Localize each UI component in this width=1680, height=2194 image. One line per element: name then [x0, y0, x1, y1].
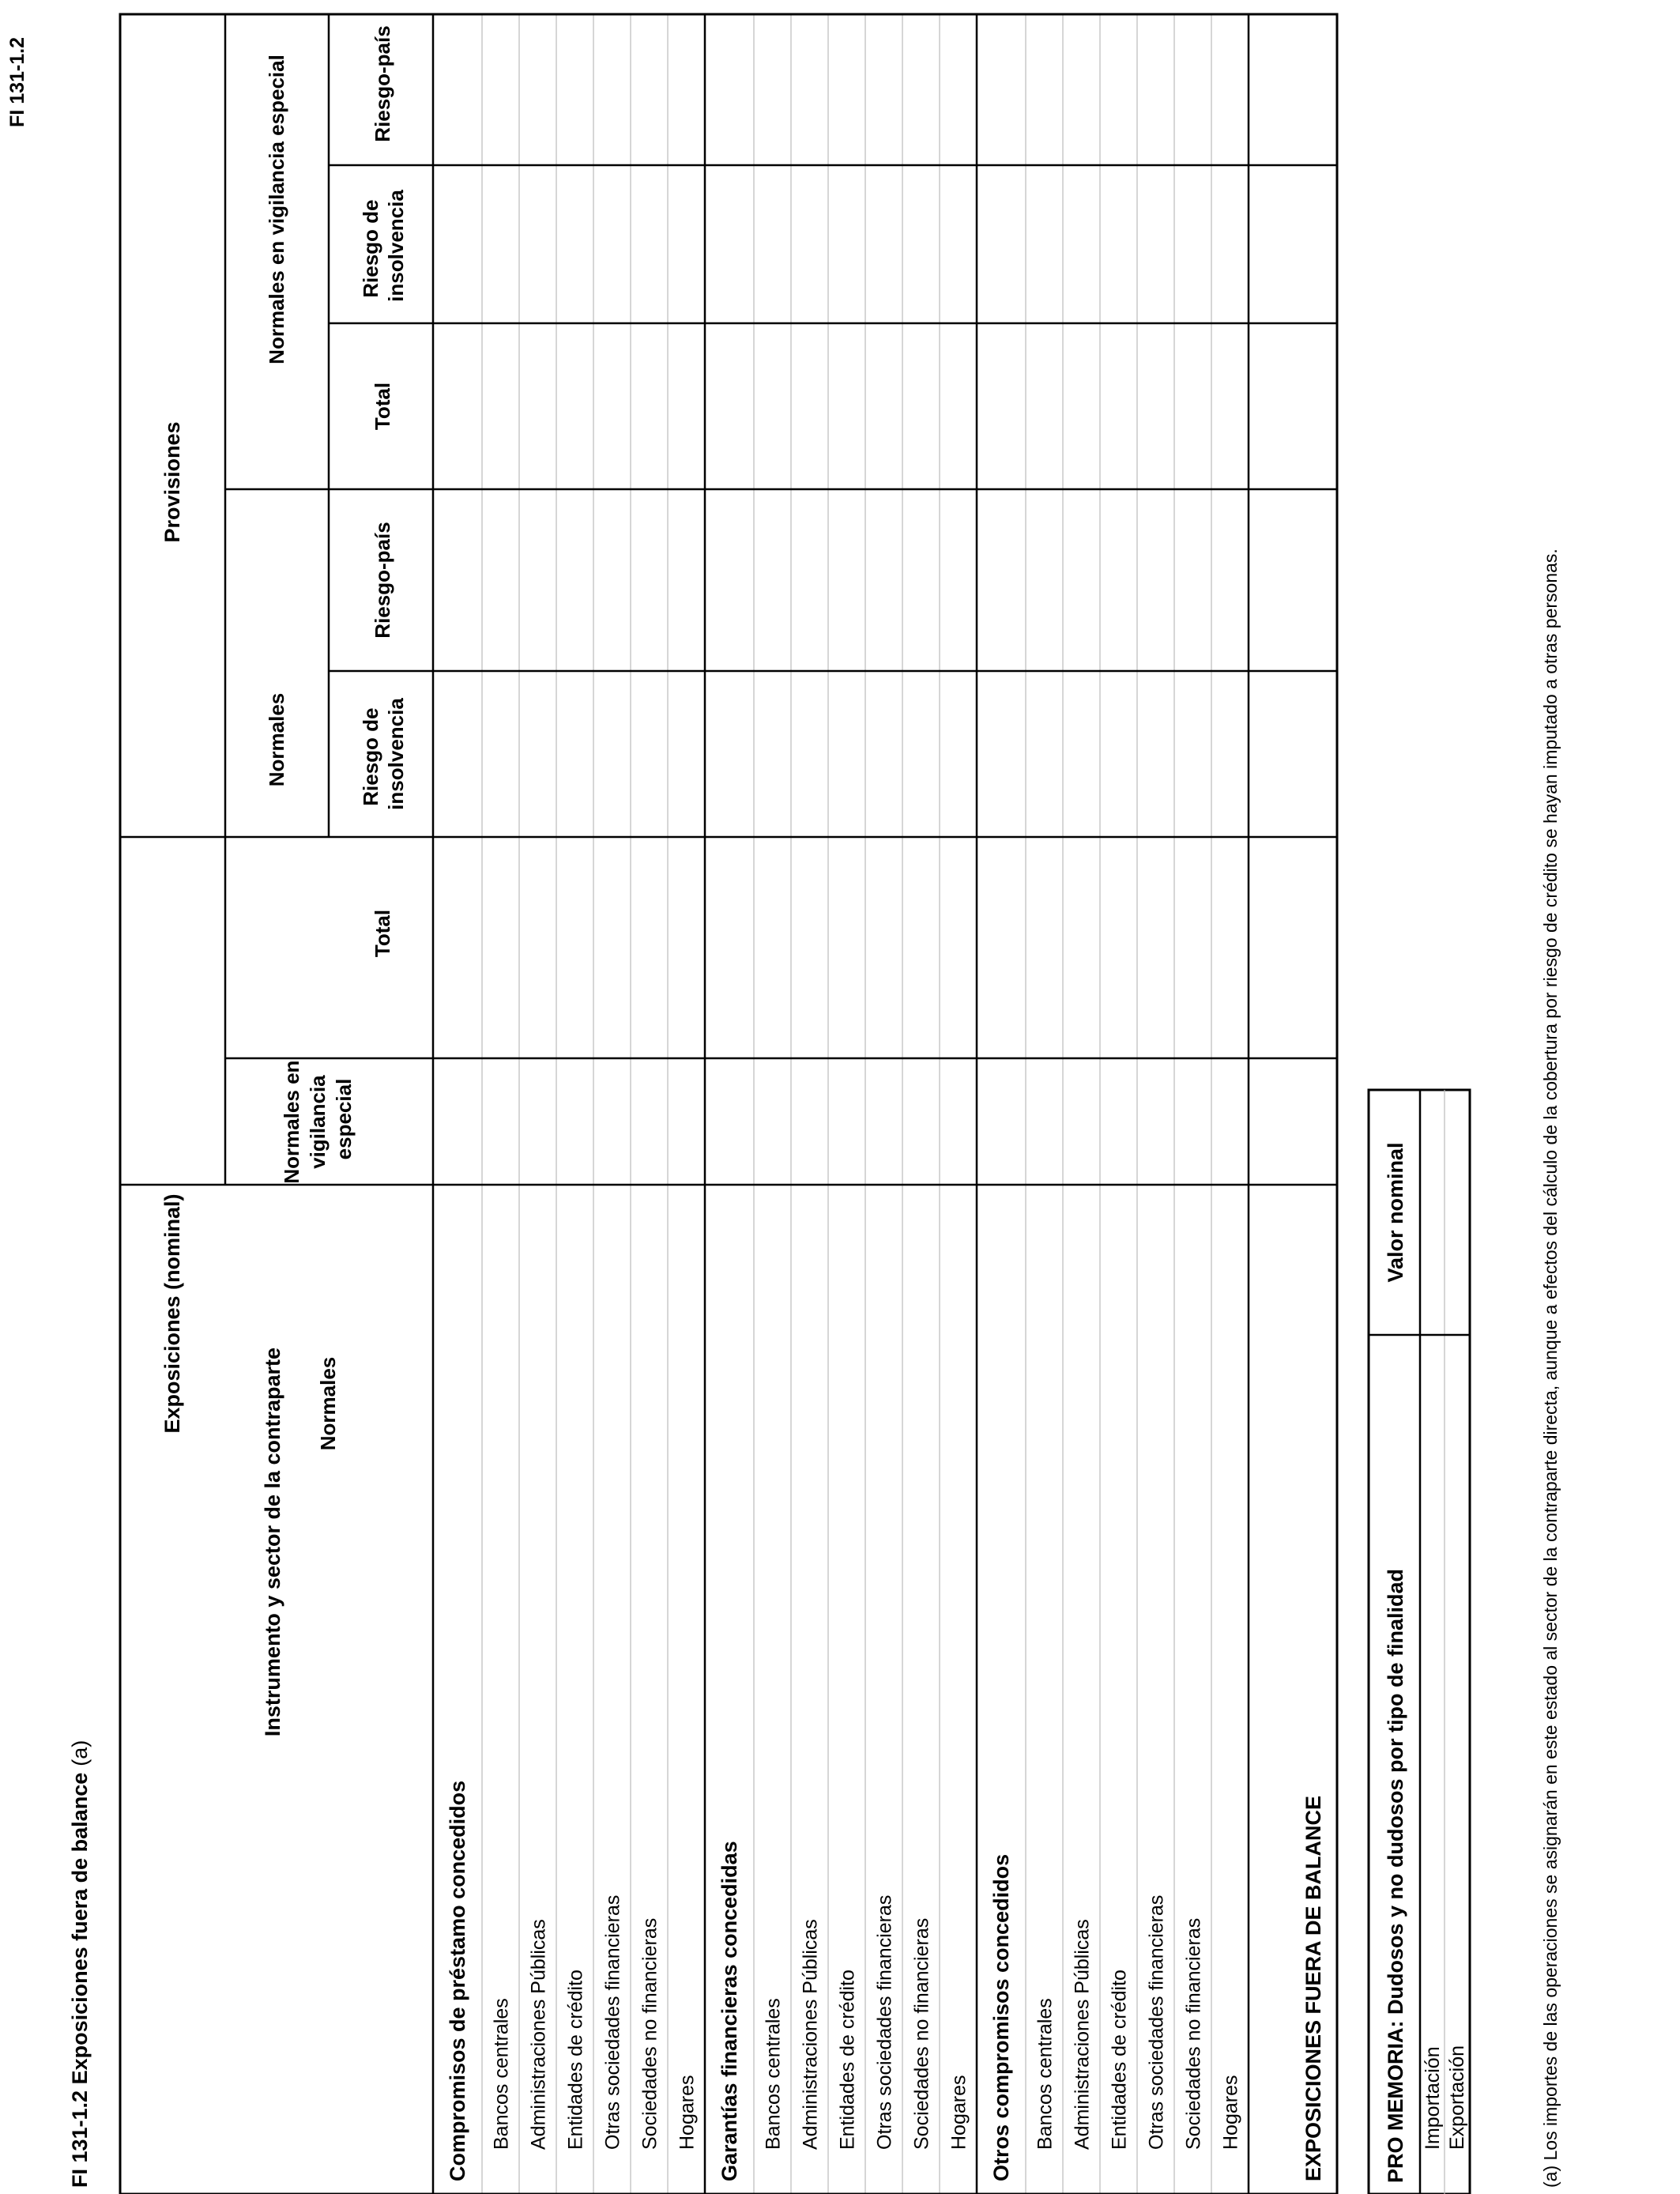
table-cells — [433, 14, 1337, 1185]
value-cell[interactable] — [1100, 489, 1137, 671]
value-cell[interactable] — [482, 165, 519, 323]
value-cell[interactable] — [1137, 323, 1174, 489]
vigilancia-riesgo-insolvencia-line-2: insolvencia — [384, 190, 408, 302]
rotated-page-content — [6, 14, 1561, 2194]
vigilancia-total-header: Total — [371, 382, 394, 431]
value-cell[interactable] — [433, 489, 482, 671]
value-cell[interactable] — [791, 489, 828, 671]
value-cell[interactable] — [1063, 671, 1100, 837]
value-cell[interactable] — [556, 14, 593, 165]
value-cell[interactable] — [556, 1058, 593, 1185]
sector-row-label: Sociedades no financieras — [638, 1917, 661, 2150]
value-cell[interactable] — [828, 837, 865, 1058]
value-cell[interactable] — [791, 837, 828, 1058]
value-cell[interactable] — [519, 323, 556, 489]
value-cell[interactable] — [519, 489, 556, 671]
value-cell[interactable] — [1026, 671, 1063, 837]
memo-row-label: Importación — [1422, 2046, 1444, 2150]
sector-row-label: Hogares — [676, 2075, 699, 2150]
sector-row-label: Otras sociedades financieras — [1145, 1894, 1168, 2150]
value-cell[interactable] — [865, 14, 902, 165]
value-cell[interactable] — [1137, 14, 1174, 165]
value-cell[interactable] — [865, 323, 902, 489]
value-cell[interactable] — [1249, 14, 1337, 165]
value-cell[interactable] — [482, 323, 519, 489]
value-cell[interactable] — [519, 14, 556, 165]
value-cell[interactable] — [902, 671, 940, 837]
value-cell[interactable] — [1100, 837, 1137, 1058]
value-cell[interactable] — [902, 837, 940, 1058]
exposiciones-vigilancia-line-3: especial — [332, 1078, 356, 1160]
footnote: (a) Los importes de las operaciones se asignarán en este estado al sector de la contraparte directa, aunque a efectos del cálculo de la cobertura por riesgo de crédito se hayan imputado a otras personas. — [1540, 548, 1561, 2188]
memo-value-header: Valor nominal — [1384, 1142, 1407, 1283]
value-cell[interactable] — [791, 14, 828, 165]
value-cell[interactable] — [754, 14, 791, 165]
memo-row-label: Exportación — [1446, 2045, 1468, 2150]
vigilancia-riesgo-pais-header: Riesgo-país — [371, 25, 394, 142]
value-cell[interactable] — [433, 1058, 482, 1185]
sector-row-label: Bancos centrales — [490, 1998, 513, 2150]
value-cell[interactable] — [1174, 671, 1211, 837]
value-cell[interactable] — [1211, 489, 1249, 671]
value-cell[interactable] — [1249, 837, 1337, 1058]
value-cell[interactable] — [668, 323, 705, 489]
value-cell[interactable] — [902, 14, 940, 165]
value-cell[interactable] — [828, 671, 865, 837]
value-cell[interactable] — [1137, 1058, 1174, 1185]
value-cell[interactable] — [556, 165, 593, 323]
sector-row-label: Sociedades no financieras — [1182, 1917, 1205, 2150]
value-cell[interactable] — [940, 323, 977, 489]
value-cell[interactable] — [593, 323, 631, 489]
value-cell[interactable] — [668, 489, 705, 671]
value-cell[interactable] — [1026, 165, 1063, 323]
value-cell[interactable] — [865, 671, 902, 837]
main-table — [120, 14, 1337, 2194]
sector-row-label: Administraciones Públicas — [1071, 1919, 1094, 2150]
sector-row-label: Bancos centrales — [1034, 1998, 1057, 2150]
value-cell[interactable] — [705, 671, 754, 837]
value-cell[interactable] — [519, 671, 556, 837]
value-cell[interactable] — [631, 14, 668, 165]
value-cell[interactable] — [977, 323, 1026, 489]
value-cell[interactable] — [631, 165, 668, 323]
form-code: FI 131-1.2 — [6, 37, 28, 127]
value-cell[interactable] — [1249, 1058, 1337, 1185]
value-cell[interactable] — [1137, 489, 1174, 671]
sector-row-label: Administraciones Públicas — [799, 1919, 822, 2150]
value-cell[interactable] — [902, 489, 940, 671]
value-cell[interactable] — [940, 671, 977, 837]
memo-value-cell[interactable] — [1420, 1090, 1445, 1335]
value-cell[interactable] — [977, 165, 1026, 323]
value-cell[interactable] — [593, 837, 631, 1058]
total-row-label: EXPOSICIONES FUERA DE BALANCE — [1301, 1795, 1325, 2181]
value-cell[interactable] — [593, 1058, 631, 1185]
value-cell[interactable] — [1026, 837, 1063, 1058]
value-cell[interactable] — [902, 323, 940, 489]
value-cell[interactable] — [754, 1058, 791, 1185]
value-cell[interactable] — [482, 489, 519, 671]
value-cell[interactable] — [1063, 837, 1100, 1058]
sector-row-label: Sociedades no financieras — [910, 1917, 933, 2150]
value-cell[interactable] — [791, 671, 828, 837]
memo-cells — [1420, 1090, 1470, 1335]
value-cell[interactable] — [754, 165, 791, 323]
value-cell[interactable] — [754, 489, 791, 671]
value-cell[interactable] — [705, 489, 754, 671]
value-cell[interactable] — [593, 489, 631, 671]
value-cell[interactable] — [1100, 165, 1137, 323]
value-cell[interactable] — [668, 14, 705, 165]
value-cell[interactable] — [865, 1058, 902, 1185]
sector-row-label: Bancos centrales — [762, 1998, 785, 2150]
sector-row-label: Otras sociedades financieras — [601, 1894, 624, 2150]
sector-row-label: Entidades de crédito — [1108, 1970, 1131, 2150]
sector-row-label: Entidades de crédito — [564, 1970, 587, 2150]
sector-row-label: Hogares — [947, 2075, 970, 2150]
row-labels — [446, 1781, 1242, 2181]
value-cell[interactable] — [593, 14, 631, 165]
value-cell[interactable] — [1211, 837, 1249, 1058]
value-cell[interactable] — [433, 323, 482, 489]
value-cell[interactable] — [1063, 323, 1100, 489]
exposiciones-normales-header: Normales — [316, 1356, 340, 1451]
value-cell[interactable] — [1211, 323, 1249, 489]
value-cell[interactable] — [1137, 837, 1174, 1058]
value-cell[interactable] — [433, 165, 482, 323]
value-cell[interactable] — [940, 489, 977, 671]
value-cell[interactable] — [556, 323, 593, 489]
memo-header-rest: : Dudosos y no dudosos por tipo de finalidad — [1384, 1568, 1407, 2028]
value-cell[interactable] — [1174, 489, 1211, 671]
value-cell[interactable] — [1100, 1058, 1137, 1185]
value-cell[interactable] — [754, 837, 791, 1058]
value-cell[interactable] — [631, 489, 668, 671]
value-cell[interactable] — [865, 837, 902, 1058]
value-cell[interactable] — [482, 1058, 519, 1185]
page-title — [68, 1740, 92, 2188]
value-cell[interactable] — [668, 837, 705, 1058]
value-cell[interactable] — [1174, 14, 1211, 165]
value-cell[interactable] — [631, 323, 668, 489]
value-cell[interactable] — [668, 1058, 705, 1185]
sector-row-label: Otras sociedades financieras — [873, 1894, 896, 2150]
value-cell[interactable] — [1249, 323, 1337, 489]
sector-row-label: Entidades de crédito — [836, 1970, 859, 2150]
value-cell[interactable] — [482, 671, 519, 837]
value-cell[interactable] — [940, 165, 977, 323]
value-cell[interactable] — [1063, 14, 1100, 165]
value-cell[interactable] — [433, 837, 482, 1058]
normales-riesgo-insolvencia-line-2: insolvencia — [384, 698, 408, 810]
value-cell[interactable] — [1211, 165, 1249, 323]
row-header-label: Instrumento y sector de la contraparte — [261, 1347, 284, 1737]
value-cell[interactable] — [791, 323, 828, 489]
value-cell[interactable] — [1249, 489, 1337, 671]
value-cell[interactable] — [1026, 323, 1063, 489]
memo-table — [1369, 1090, 1470, 2194]
value-cell[interactable] — [791, 165, 828, 323]
value-cell[interactable] — [631, 1058, 668, 1185]
vigilancia-riesgo-insolvencia-line-1: Riesgo de — [359, 199, 382, 298]
value-cell[interactable] — [1174, 1058, 1211, 1185]
value-cell[interactable] — [631, 837, 668, 1058]
value-cell[interactable] — [705, 165, 754, 323]
value-cell[interactable] — [977, 1058, 1026, 1185]
value-cell[interactable] — [940, 1058, 977, 1185]
normales-riesgo-insolvencia-header — [359, 698, 408, 810]
value-cell[interactable] — [1100, 671, 1137, 837]
value-cell[interactable] — [1026, 14, 1063, 165]
provisiones-vigilancia-header: Normales en vigilancia especial — [265, 55, 288, 364]
sector-row-label: Hogares — [1219, 2075, 1242, 2150]
value-cell[interactable] — [705, 837, 754, 1058]
section-row-label: Compromisos de préstamo concedidos — [446, 1780, 469, 2181]
value-cell[interactable] — [1063, 489, 1100, 671]
value-cell[interactable] — [828, 323, 865, 489]
memo-header-bold: PRO MEMORIA — [1384, 2027, 1407, 2183]
value-cell[interactable] — [1211, 671, 1249, 837]
value-cell[interactable] — [1100, 323, 1137, 489]
exposiciones-vigilancia-line-1: Normales en — [280, 1060, 303, 1184]
value-cell[interactable] — [1174, 165, 1211, 323]
value-cell[interactable] — [593, 165, 631, 323]
value-cell[interactable] — [977, 14, 1026, 165]
exposiciones-group-header: Exposiciones (nominal) — [160, 1193, 184, 1434]
value-cell[interactable] — [977, 489, 1026, 671]
value-cell[interactable] — [977, 671, 1026, 837]
value-cell[interactable] — [754, 671, 791, 837]
value-cell[interactable] — [1063, 165, 1100, 323]
value-cell[interactable] — [1174, 837, 1211, 1058]
value-cell[interactable] — [865, 165, 902, 323]
value-cell[interactable] — [519, 165, 556, 323]
value-cell[interactable] — [519, 837, 556, 1058]
value-cell[interactable] — [668, 165, 705, 323]
value-cell[interactable] — [482, 837, 519, 1058]
provisiones-normales-header: Normales — [265, 692, 288, 787]
value-cell[interactable] — [482, 14, 519, 165]
value-cell[interactable] — [593, 671, 631, 837]
value-cell[interactable] — [791, 1058, 828, 1185]
value-cell[interactable] — [433, 14, 482, 165]
value-cell[interactable] — [1100, 14, 1137, 165]
value-cell[interactable] — [668, 671, 705, 837]
value-cell[interactable] — [1249, 165, 1337, 323]
value-cell[interactable] — [1026, 1058, 1063, 1185]
normales-riesgo-insolvencia-line-1: Riesgo de — [359, 707, 382, 806]
provisiones-group-header: Provisiones — [160, 421, 184, 543]
value-cell[interactable] — [828, 14, 865, 165]
section-row-label: Garantías financieras concedidas — [718, 1841, 741, 2181]
value-cell[interactable] — [705, 14, 754, 165]
normales-riesgo-pais-header: Riesgo-país — [371, 522, 394, 639]
page-title-note-ref: (a) — [68, 1740, 92, 1766]
value-cell[interactable] — [940, 14, 977, 165]
value-cell[interactable] — [1211, 1058, 1249, 1185]
value-cell[interactable] — [1026, 489, 1063, 671]
value-cell[interactable] — [705, 1058, 754, 1185]
value-cell[interactable] — [828, 165, 865, 323]
page-title-main: FI 131-1.2 Exposiciones fuera de balance — [68, 1772, 92, 2188]
value-cell[interactable] — [433, 671, 482, 837]
value-cell[interactable] — [902, 1058, 940, 1185]
vigilancia-riesgo-insolvencia-header — [359, 190, 408, 302]
value-cell[interactable] — [1063, 1058, 1100, 1185]
value-cell[interactable] — [828, 489, 865, 671]
exposiciones-vigilancia-header — [280, 1054, 356, 1183]
value-cell[interactable] — [754, 323, 791, 489]
value-cell[interactable] — [1137, 671, 1174, 837]
value-cell[interactable] — [902, 165, 940, 323]
value-cell[interactable] — [705, 323, 754, 489]
value-cell[interactable] — [1137, 165, 1174, 323]
sector-row-label: Administraciones Públicas — [527, 1919, 550, 2150]
value-cell[interactable] — [865, 489, 902, 671]
value-cell[interactable] — [1174, 323, 1211, 489]
value-cell[interactable] — [1249, 671, 1337, 837]
section-row-label: Otros compromisos concedidos — [989, 1853, 1013, 2181]
exposiciones-vigilancia-line-2: vigilancia — [306, 1075, 330, 1169]
normales-total-header: Total — [371, 909, 394, 958]
value-cell[interactable] — [556, 837, 593, 1058]
memo-value-cell[interactable] — [1445, 1090, 1470, 1335]
value-cell[interactable] — [556, 489, 593, 671]
value-cell[interactable] — [1211, 14, 1249, 165]
value-cell[interactable] — [631, 671, 668, 837]
memo-header — [1384, 1569, 1407, 2183]
value-cell[interactable] — [519, 1058, 556, 1185]
value-cell[interactable] — [977, 837, 1026, 1058]
value-cell[interactable] — [940, 837, 977, 1058]
value-cell[interactable] — [828, 1058, 865, 1185]
value-cell[interactable] — [556, 671, 593, 837]
